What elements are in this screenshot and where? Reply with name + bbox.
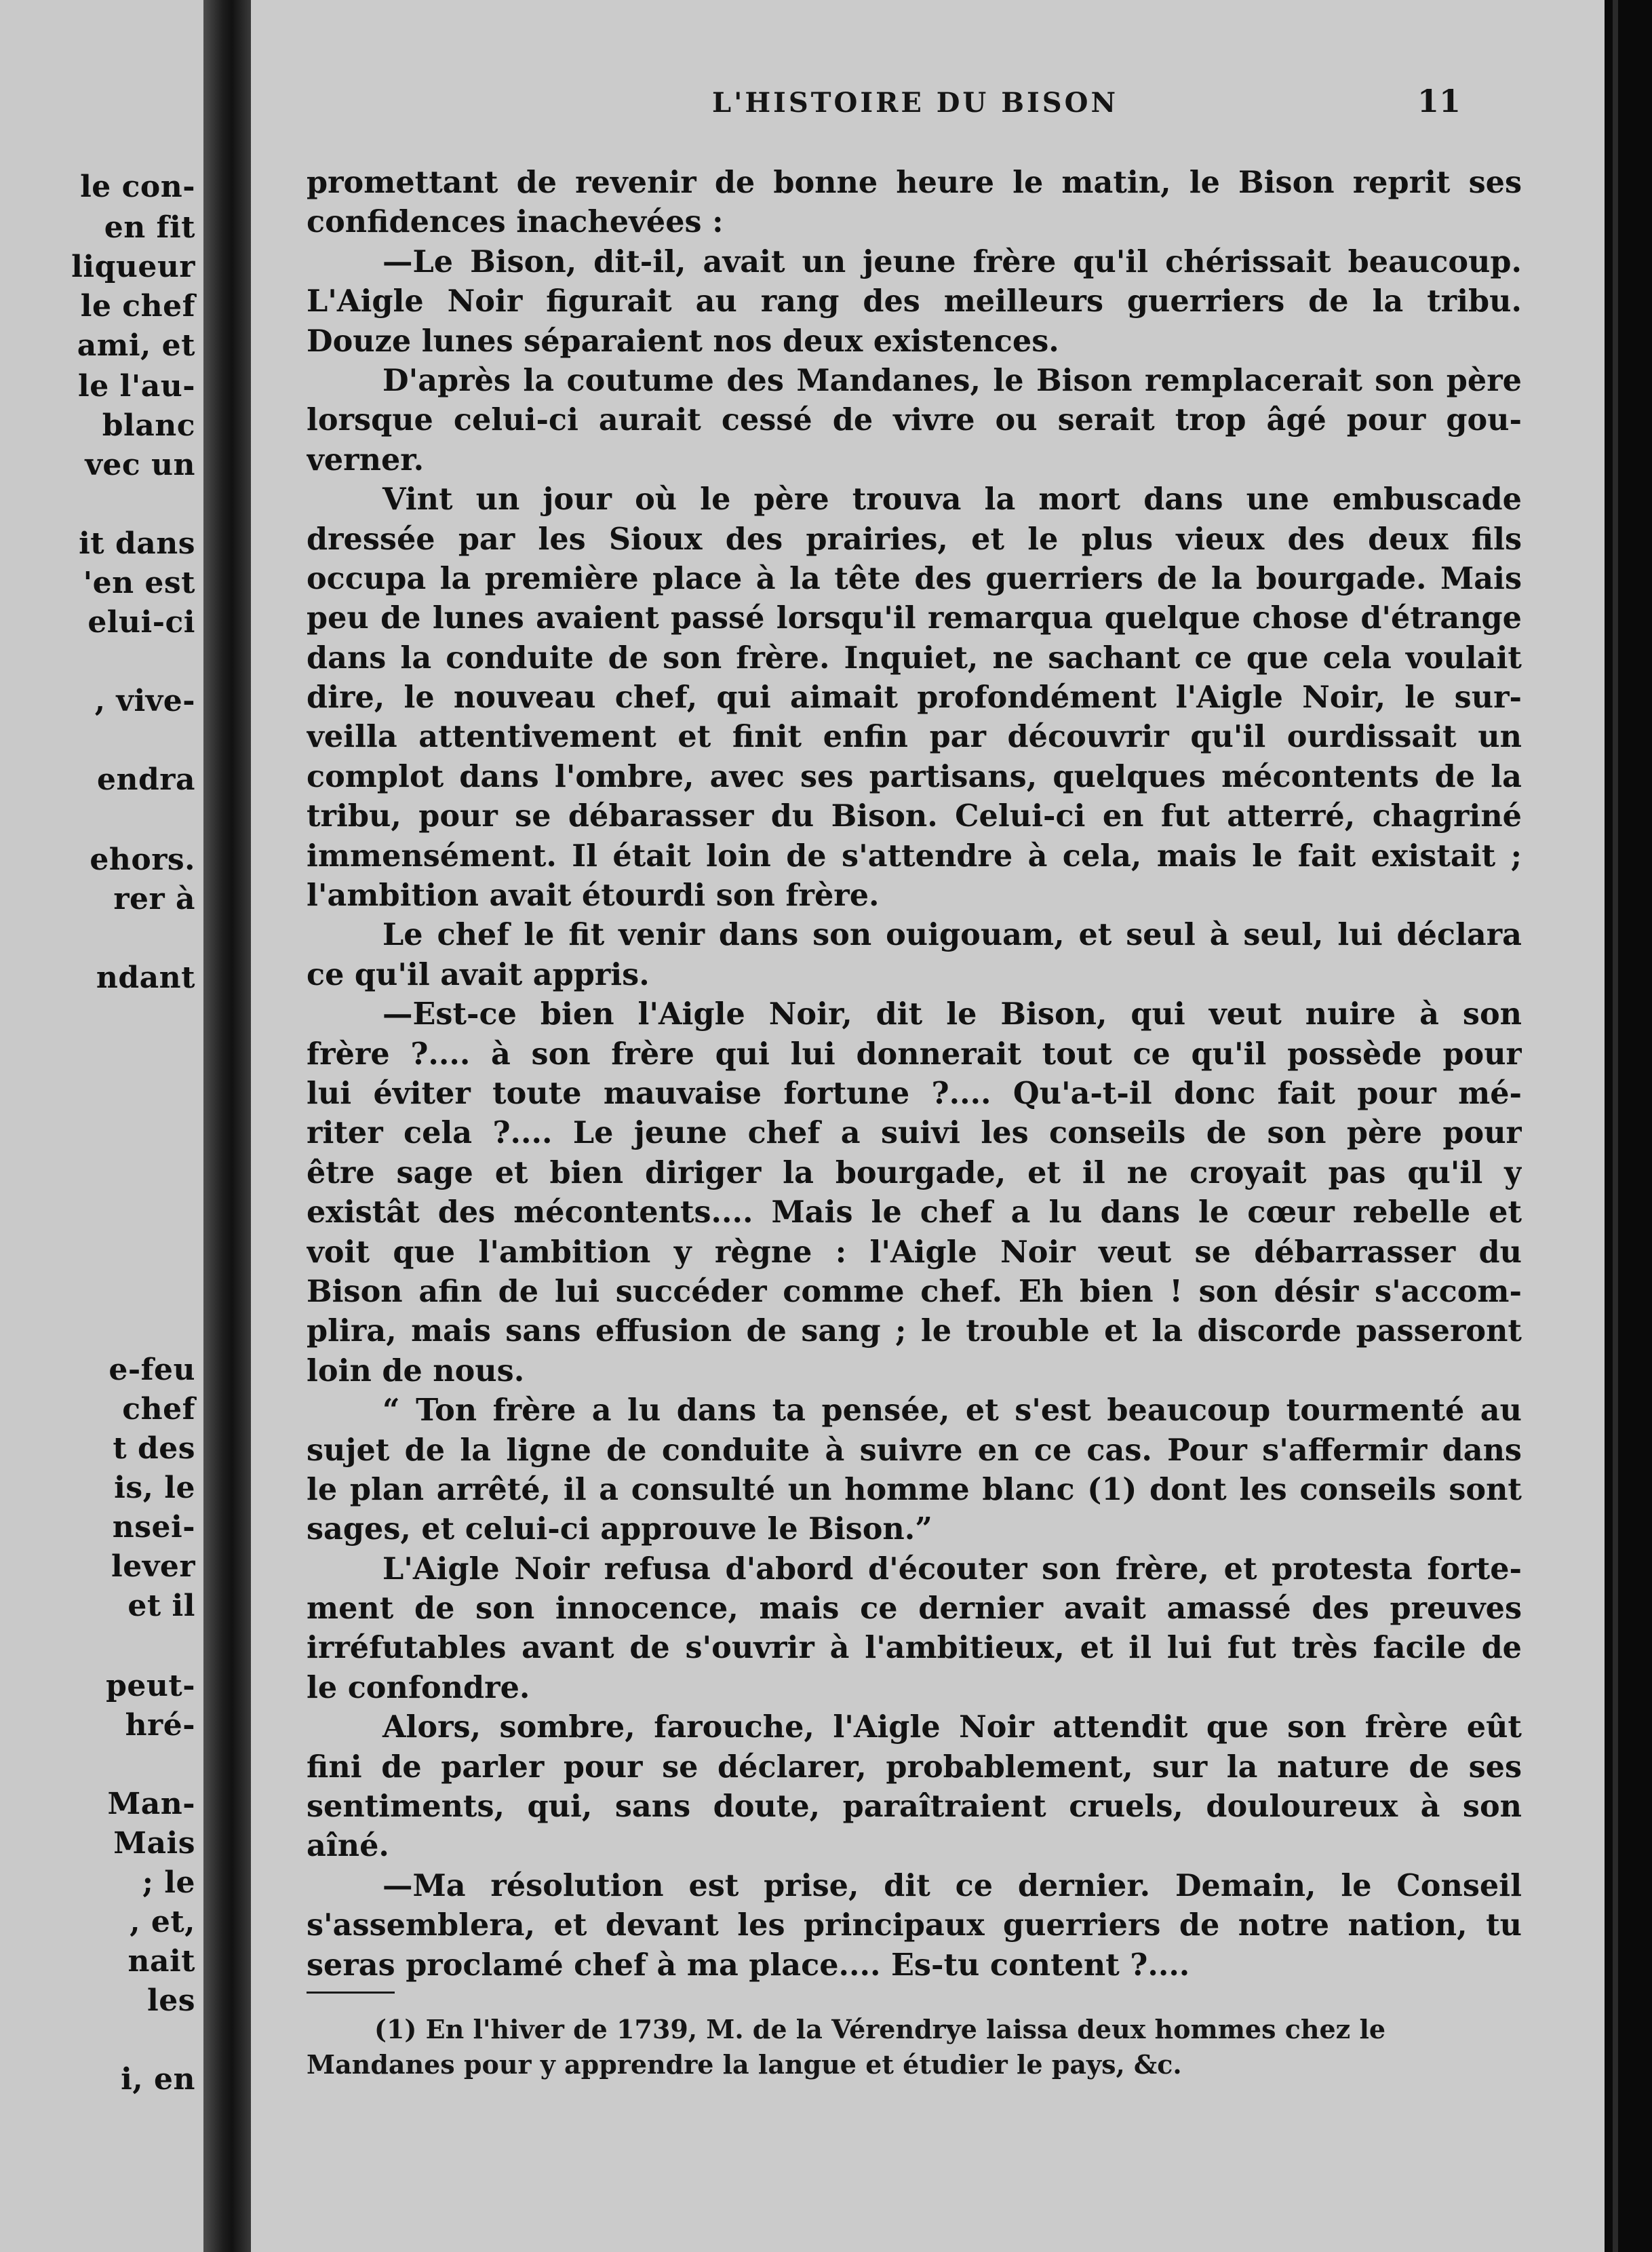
left-fragment: , vive-: [94, 684, 195, 718]
text-line: fini de parler pour se déclarer, probablement, sur la nature de ses: [307, 1749, 1522, 1785]
left-fragment: liqueur: [71, 250, 195, 284]
left-fragment: it dans: [79, 526, 195, 561]
text-line: aîné.: [307, 1828, 389, 1864]
left-fragment: rer à: [113, 882, 195, 916]
left-fragment: is, le: [114, 1471, 195, 1505]
left-fragment: elui-ci: [87, 605, 195, 640]
left-fragment: en fit: [104, 210, 195, 245]
text-line: Alors, sombre, farouche, l'Aigle Noir attendit que son frère eût: [382, 1709, 1522, 1745]
text-line: voit que l'ambition y règne : l'Aigle Noir veut se débarrasser du: [307, 1234, 1522, 1270]
text-line: lorsque celui-ci aurait cessé de vivre ou serait trop âgé pour gou-: [307, 402, 1522, 438]
left-fragment: 'en est: [83, 566, 195, 600]
text-line: L'Aigle Noir figurait au rang des meilleurs guerriers de la tribu.: [307, 284, 1522, 319]
text-line: irréfutables avant de s'ouvrir à l'ambitieux, et il lui fut très facile de: [307, 1630, 1522, 1666]
left-fragment: le con-: [80, 170, 195, 204]
body-text: [307, 163, 1522, 1985]
text-line: être sage et bien diriger la bourgade, et il ne croyait pas qu'il y: [307, 1154, 1522, 1190]
text-line: s'assemblera, et devant les principaux guerriers de notre nation, tu: [307, 1907, 1522, 1943]
left-fragment: Mais: [113, 1826, 195, 1861]
text-line: “ Ton frère a lu dans ta pensée, et s'est beaucoup tourmenté au: [382, 1393, 1522, 1429]
text-line: L'Aigle Noir refusa d'abord d'écouter son frère, et protesta forte-: [382, 1551, 1522, 1587]
text-line: existât des mécontents.... Mais le chef a lu dans le cœur rebelle et: [307, 1195, 1522, 1230]
text-line: occupa la première place à la tête des guerriers de la bourgade. Mais: [307, 560, 1522, 596]
text-line: sentiments, qui, sans doute, paraîtraient cruels, douloureux à son: [307, 1789, 1522, 1825]
left-fragment: nait: [127, 1944, 195, 1979]
left-fragment: et il: [127, 1589, 195, 1623]
text-line: l'ambition avait étourdi son frère.: [307, 878, 880, 914]
left-fragment: les: [147, 1983, 195, 2018]
left-fragment: , et,: [130, 1905, 195, 1939]
text-line: sujet de la ligne de conduite à suivre en ce cas. Pour s'affermir dans: [307, 1432, 1522, 1468]
left-fragment: ehors.: [90, 842, 195, 877]
text-line: sages, et celui-ci approuve le Bison.”: [307, 1511, 932, 1547]
footnote-rule: [307, 1992, 395, 1994]
left-fragment: le chef: [80, 289, 195, 324]
text-line: frère ?.... à son frère qui lui donnerait tout ce qu'il possède pour: [307, 1036, 1522, 1072]
left-fragment: i, en: [121, 2062, 195, 2097]
text-line: ment de son innocence, mais ce dernier avait amassé des preuves: [307, 1591, 1522, 1627]
left-fragment: ; le: [142, 1865, 195, 1900]
left-fragment: peut-: [106, 1669, 195, 1703]
text-line: immensément. Il était loin de s'attendre à cela, mais le fait existait ;: [307, 838, 1522, 874]
text-line: —Le Bison, dit-il, avait un jeune frère qu'il chérissait beaucoup.: [382, 244, 1522, 279]
text-line: verner.: [307, 442, 425, 478]
text-line: Le chef le fit venir dans son ouigouam, et seul à seul, lui déclara: [382, 917, 1522, 953]
text-line: tribu, pour se débarasser du Bison. Celui-ci en fut atterré, chagriné: [307, 798, 1522, 834]
text-line: Bison afin de lui succéder comme chef. Eh bien ! son désir s'accom-: [307, 1273, 1522, 1309]
text-line: ce qu'il avait appris.: [307, 956, 650, 992]
text-line: Vint un jour où le père trouva la mort dans une embuscade: [382, 482, 1522, 518]
left-fragment: t des: [113, 1431, 195, 1466]
text-line: loin de nous.: [307, 1353, 525, 1389]
left-fragment: le l'au-: [78, 369, 195, 404]
running-head: L'HISTOIRE DU BISON: [712, 87, 1119, 119]
page-edge-border: [1605, 0, 1652, 2252]
left-fragment: blanc: [102, 408, 195, 443]
text-line: dressée par les Sioux des prairies, et le plus vieux des deux fils: [307, 521, 1522, 557]
text-line: plira, mais sans effusion de sang ; le trouble et la discorde passeront: [307, 1313, 1522, 1349]
page-edge-line: [1613, 0, 1618, 2252]
left-fragment: vec un: [85, 448, 195, 482]
text-line: —Ma résolution est prise, dit ce dernier. Demain, le Conseil: [382, 1867, 1522, 1903]
left-fragment: chef: [122, 1392, 195, 1426]
text-line: dire, le nouveau chef, qui aimait profondément l'Aigle Noir, le sur-: [307, 680, 1522, 716]
book-gutter: [203, 0, 251, 2252]
text-line: D'après la coutume des Mandanes, le Bison remplacerait son père: [382, 362, 1522, 398]
left-fragment: e-feu: [109, 1353, 195, 1387]
text-line: dans la conduite de son frère. Inquiet, ne sachant ce que cela voulait: [307, 640, 1522, 676]
left-fragment: hré-: [125, 1708, 195, 1743]
text-line: riter cela ?.... Le jeune chef a suivi les conseils de son père pour: [307, 1115, 1522, 1151]
main-page: [251, 0, 1605, 2252]
text-line: confidences inachevées :: [307, 204, 724, 240]
left-fragment: nsei-: [112, 1510, 195, 1545]
left-fragment: ami, et: [77, 328, 195, 363]
text-line: lui éviter toute mauvaise fortune ?.... Qu'a-t-il donc fait pour mé-: [307, 1075, 1522, 1111]
text-line: complot dans l'ombre, avec ses partisans, quelques mécontents de la: [307, 758, 1522, 794]
page-header: [251, 83, 1553, 128]
left-page-fragment: [0, 0, 203, 2252]
footnote-line: Mandanes pour y apprendre la langue et étudier le pays, &c.: [307, 2049, 1182, 2080]
page-number: 11: [1417, 83, 1461, 119]
text-line: le confondre.: [307, 1669, 530, 1705]
text-line: Douze lunes séparaient nos deux existences.: [307, 323, 1059, 359]
text-line: —Est-ce bien l'Aigle Noir, dit le Bison, qui veut nuire à son: [382, 996, 1522, 1032]
text-line: le plan arrêté, il a consulté un homme blanc (1) dont les conseils sont: [307, 1471, 1522, 1507]
left-fragment: Man-: [107, 1787, 195, 1821]
left-fragment: lever: [111, 1549, 195, 1584]
footnote-line: (1) En l'hiver de 1739, M. de la Vérendrye laissa deux hommes chez le: [374, 2014, 1386, 2044]
text-line: veilla attentivement et finit enfin par découvrir qu'il ourdissait un: [307, 719, 1522, 755]
text-line: seras proclamé chef à ma place.... Es-tu content ?....: [307, 1947, 1190, 1983]
text-line: peu de lunes avaient passé lorsqu'il remarqua quelque chose d'étrange: [307, 600, 1522, 636]
footnote: [307, 2012, 1432, 2082]
left-fragment: ndant: [96, 960, 195, 995]
left-fragment: endra: [97, 762, 195, 797]
text-line: promettant de revenir de bonne heure le matin, le Bison reprit ses: [307, 165, 1522, 200]
